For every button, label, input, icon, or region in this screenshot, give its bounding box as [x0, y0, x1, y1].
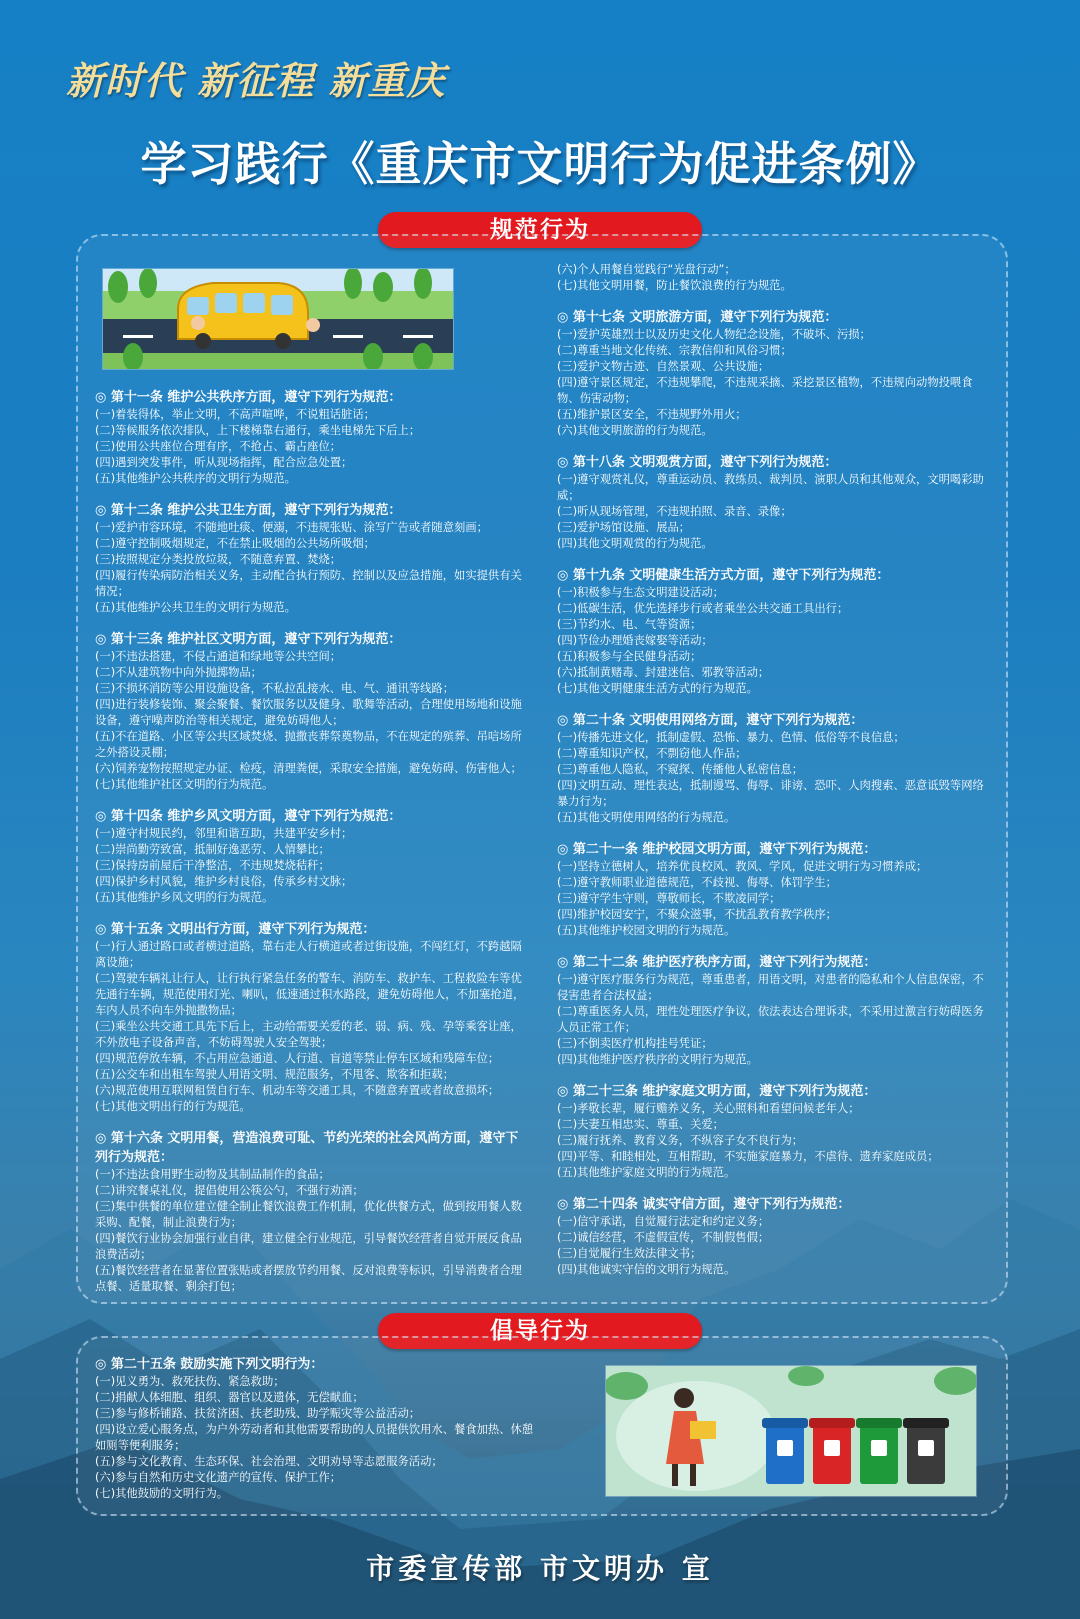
article-title: ◎ 第二十一条 维护校园文明方面，遵守下列行为规范： [557, 842, 877, 857]
article-title: ◎ 第二十条 文明使用网络方面，遵守下列行为规范： [557, 713, 864, 728]
article-16 [95, 1129, 530, 1295]
article-item: (七)其他文明出行的行为规范。 [95, 1100, 251, 1113]
article-25 [95, 1355, 535, 1502]
article-item: (一)见义勇为、救死扶伤、紧急救助； [95, 1375, 285, 1388]
school-bus-illustration [102, 268, 454, 370]
article-title: ◎ 第十一条 维护公共秩序方面，遵守下列行为规范： [95, 390, 402, 405]
article-13 [95, 630, 530, 793]
article-item: (四)其他文明观赏的行为规范。 [557, 537, 713, 550]
article-item: (六)饲养宠物按照规定办证、检疫，清理粪便，采取安全措施，避免妨碍、伤害他人； [95, 762, 522, 775]
article-15 [95, 920, 530, 1115]
article-12 [95, 501, 530, 616]
article-item: (二)低碳生活，优先选择步行或者乘坐公共交通工具出行； [557, 602, 849, 615]
article-item: (三)不损坏消防等公用设施设备，不私拉乱接水、电、气、通讯等线路； [95, 682, 455, 695]
article-11 [95, 388, 530, 487]
article-item: (三)参与修桥铺路、扶贫济困、扶老助残、助学赈灾等公益活动； [95, 1407, 421, 1420]
article-item: (三)自觉履行生效法律文书； [557, 1247, 702, 1260]
article-item: (六)抵制黄赌毒、封建迷信、邪教等活动； [557, 666, 770, 679]
article-19 [557, 566, 992, 697]
article-title: ◎ 第十五条 文明出行方面，遵守下列行为规范： [95, 922, 376, 937]
article-16-continued [557, 262, 992, 294]
article-item: (二)尊重知识产权，不剽窃他人作品； [557, 747, 747, 760]
article-item: (四)遇到突发事件，听从现场指挥，配合应急处置； [95, 456, 353, 469]
article-item: (四)维护校园安宁，不聚众滋事，不扰乱教育教学秩序； [557, 908, 837, 921]
article-title: ◎ 第二十三条 维护家庭文明方面，遵守下列行为规范： [557, 1084, 877, 1099]
article-item: (二)等候服务依次排队，上下楼梯靠右通行，乘坐电梯先下后上； [95, 424, 421, 437]
article-item: (四)规范停放车辆，不占用应急通道、人行道、盲道等禁止停车区域和残障车位； [95, 1052, 500, 1065]
article-item: (三)爱护文物古迹、自然景观、公共设施； [557, 360, 770, 373]
article-title: ◎ 第十四条 维护乡风文明方面，遵守下列行为规范： [95, 809, 402, 824]
school-bus-icon [103, 269, 453, 369]
section-label-norms: 规范行为 [378, 212, 702, 248]
article-title: ◎ 第二十二条 维护医疗秩序方面，遵守下列行为规范： [557, 955, 877, 970]
article-item: (二)尊重医务人员，理性处理医疗争议，依法表达合理诉求，不采用过激言行妨碍医务人员正常工作； [557, 1005, 984, 1034]
article-item: (四)其他诚实守信的文明行为规范。 [557, 1263, 736, 1276]
article-item: (五)其他维护校园文明的行为规范。 [557, 924, 736, 937]
article-22 [557, 953, 992, 1068]
article-17 [557, 308, 992, 439]
article-item: (一)遵守医疗服务行为规范，尊重患者，用语文明，对患者的隐私和个人信息保密，不侵害患者合法权益； [557, 973, 984, 1002]
article-item: (二)听从现场管理，不违规拍照、录音、录像； [557, 505, 792, 518]
article-20 [557, 711, 992, 826]
article-item: (四)餐饮行业协会加强行业自律，建立健全行业规范，引导餐饮经营者自觉开展反食品浪费活动； [95, 1232, 522, 1261]
article-item: (五)其他维护公共秩序的文明行为规范。 [95, 472, 296, 485]
article-24 [557, 1195, 992, 1278]
article-item: (三)保持房前屋后干净整洁，不违规焚烧秸秆； [95, 859, 330, 872]
article-item: (三)使用公共座位合理有序，不抢占、霸占座位； [95, 440, 342, 453]
article-18 [557, 453, 992, 552]
article-item: (三)集中供餐的单位建立健全制止餐饮浪费工作机制，优化供餐方式，做到按用餐人数采购、配餐，制止浪费行为； [95, 1200, 522, 1229]
article-item: (二)讲究餐桌礼仪，提倡使用公筷公勺，不强行劝酒； [95, 1184, 364, 1197]
article-title: ◎ 第十七条 文明旅游方面，遵守下列行为规范： [557, 310, 838, 325]
article-item: (五)维护景区安全，不违规野外用火； [557, 408, 747, 421]
article-item: (五)其他维护乡风文明的行为规范。 [95, 891, 274, 904]
article-item: (一)行人通过路口或者横过道路，靠右走人行横道或者过街设施，不闯红灯，不跨越隔离设施； [95, 940, 522, 969]
article-item: (四)文明互动、理性表达，抵制谩骂、侮辱、诽谤、恐吓、人肉搜索、恶意诋毁等网络暴力行为； [557, 779, 984, 808]
article-item: (四)平等、和睦相处，互相帮助，不实施家庭暴力，不虐待、遗弃家庭成员； [557, 1150, 939, 1163]
advocate-column [95, 1355, 535, 1516]
article-item: (五)其他文明使用网络的行为规范。 [557, 811, 736, 824]
article-item: (四)遵守景区规定，不违规攀爬，不违规采摘、采挖景区植物，不违规向动物投喂食物、伤害动物； [557, 376, 973, 405]
article-item: (四)节俭办理婚丧嫁娶等活动； [557, 634, 713, 647]
article-item: (六)个人用餐自觉践行“光盘行动”； [557, 263, 736, 276]
article-item: (三)不倒卖医疗机构挂号凭证； [557, 1037, 713, 1050]
article-item: (三)按照规定分类投放垃圾，不随意弃置、焚烧； [95, 553, 342, 566]
norms-right-column [557, 262, 992, 1292]
article-item: (一)坚持立德树人，培养优良校风、教风、学风，促进文明行为习惯养成； [557, 860, 928, 873]
article-item: (一)遵守村规民约，邻里和谐互助，共建平安乡村； [95, 827, 353, 840]
article-item: (三)履行抚养、教育义务，不纵容子女不良行为； [557, 1134, 804, 1147]
article-item: (一)爱护市容环境，不随地吐痰、便溺，不违规张贴、涂写广告或者随意刻画； [95, 521, 488, 534]
section-label-advocate: 倡导行为 [378, 1313, 702, 1349]
article-item: (二)夫妻互相忠实、尊重、关爱； [557, 1118, 724, 1131]
article-item: (四)进行装修装饰、聚会聚餐、餐饮服务以及健身、歌舞等活动，合理使用场地和设施设备，遵守噪声防治等相关规定，避免妨碍他人； [95, 698, 522, 727]
article-item: (五)其他维护公共卫生的文明行为规范。 [95, 601, 296, 614]
article-item: (一)传播先进文化，抵制虚假、恐怖、暴力、色情、低俗等不良信息； [557, 731, 905, 744]
article-item: (七)其他文明健康生活方式的行为规范。 [557, 682, 758, 695]
article-item: (一)不违法食用野生动物及其制品制作的食品； [95, 1168, 330, 1181]
footer-credit: 市委宣传部 市文明办 宣 [366, 1552, 714, 1585]
article-21 [557, 840, 992, 939]
article-item: (五)餐饮经营者在显著位置张贴或者摆放节约用餐、反对浪费等标识，引导消费者合理点餐、适量取餐、剩余打包； [95, 1264, 522, 1293]
page-title: 学习践行《重庆市文明行为促进条例》 [140, 137, 940, 191]
article-23 [557, 1082, 992, 1181]
article-item: (六)其他文明旅游的行为规范。 [557, 424, 713, 437]
article-item: (二)遵守控制吸烟规定，不在禁止吸烟的公共场所吸烟； [95, 537, 375, 550]
article-item: (五)其他维护家庭文明的行为规范。 [557, 1166, 736, 1179]
article-title: ◎ 第二十四条 诚实守信方面，遵守下列行为规范： [557, 1197, 851, 1212]
article-item: (一)信守承诺，自觉履行法定和约定义务； [557, 1215, 770, 1228]
article-item: (三)遵守学生守则，尊敬师长，不欺凌同学； [557, 892, 781, 905]
norms-left-column [95, 388, 530, 1309]
article-item: (二)诚信经营，不虚假宣传，不制假售假； [557, 1231, 770, 1244]
article-item: (一)积极参与生态文明建设活动； [557, 586, 724, 599]
article-title: ◎ 第十八条 文明观赏方面，遵守下列行为规范： [557, 455, 838, 470]
article-14 [95, 807, 530, 906]
article-item: (七)其他鼓励的文明行为。 [95, 1487, 229, 1500]
article-item: (五)积极参与全民健身活动； [557, 650, 702, 663]
recycling-bins-illustration [605, 1365, 977, 1497]
article-item: (四)其他维护医疗秩序的文明行为规范。 [557, 1053, 758, 1066]
article-item: (二)不从建筑物中向外抛掷物品； [95, 666, 262, 679]
recycling-icon [606, 1366, 976, 1496]
article-item: (三)乘坐公共交通工具先下后上，主动给需要关爱的老、弱、病、残、孕等乘客让座，不外放电子设备声音，不妨碍驾驶人安全驾驶； [95, 1020, 522, 1049]
article-item: (三)尊重他人隐私，不窥探、传播他人私密信息； [557, 763, 804, 776]
article-item: (五)参与文化教育、生态环保、社会治理、文明劝导等志愿服务活动； [95, 1455, 443, 1468]
article-title: ◎ 第二十五条 鼓励实施下列文明行为： [95, 1357, 324, 1372]
article-item: (一)孝敬长辈，履行赡养义务，关心照料和看望问候老年人； [557, 1102, 860, 1115]
article-item: (二)捐献人体细胞、组织、器官以及遗体，无偿献血； [95, 1391, 364, 1404]
article-item: (四)保护乡村风貌，维护乡村良俗，传承乡村文脉； [95, 875, 353, 888]
article-item: (四)履行传染病防治相关义务，主动配合执行预防、控制以及应急措施，如实提供有关情况； [95, 569, 522, 598]
article-title: ◎ 第十二条 维护公共卫生方面，遵守下列行为规范： [95, 503, 402, 518]
article-item: (四)设立爱心服务点，为户外劳动者和其他需要帮助的人员提供饮用水、餐食加热、休憩如厕等便利服务； [95, 1423, 534, 1452]
article-item: (三)爱护场馆设施、展品； [557, 521, 691, 534]
article-item: (二)驾驶车辆礼让行人，让行执行紧急任务的警车、消防车、救护车、工程救险车等优先通行车辆，规范使用灯光、喇叭，低速通过积水路段，避免妨碍他人，不加塞抢道，车内人员不向车外抛撒物品； [95, 972, 525, 1017]
article-item: (五)公交车和出租车驾驶人用语文明、规范服务，不甩客、欺客和拒载； [95, 1068, 455, 1081]
article-item: (一)爱护英雄烈士以及历史文化人物纪念设施，不破坏、污损； [557, 328, 871, 341]
article-item: (二)尊重当地文化传统、宗教信仰和风俗习惯； [557, 344, 792, 357]
article-item: (三)节约水、电、气等资源； [557, 618, 702, 631]
article-item: (一)遵守观赏礼仪，尊重运动员、教练员、裁判员、演职人员和其他观众，文明喝彩助威； [557, 473, 984, 502]
article-title: ◎ 第十六条 文明用餐，营造浪费可耻、节约光荣的社会风尚方面，遵守下列行为规范： [95, 1131, 519, 1165]
article-item: (七)其他文明用餐，防止餐饮浪费的行为规范。 [557, 279, 792, 292]
article-item: (六)参与自然和历史文化遗产的宣传、保护工作； [95, 1471, 342, 1484]
article-title: ◎ 第十三条 维护社区文明方面，遵守下列行为规范： [95, 632, 402, 647]
article-item: (一)着装得体，举止文明，不高声喧哗，不说粗话脏话； [95, 408, 375, 421]
slogan: 新时代 新征程 新重庆 [66, 58, 446, 103]
article-item: (七)其他维护社区文明的行为规范。 [95, 778, 274, 791]
article-title: ◎ 第十九条 文明健康生活方式方面，遵守下列行为规范： [557, 568, 890, 583]
article-item: (六)规范使用互联网租赁自行车、机动车等交通工具，不随意弃置或者故意损坏； [95, 1084, 500, 1097]
article-item: (二)遵守教师职业道德规范，不歧视、侮辱、体罚学生； [557, 876, 837, 889]
article-item: (二)崇尚勤劳致富，抵制好逸恶劳、人情攀比； [95, 843, 330, 856]
article-item: (五)不在道路、小区等公共区域焚烧、抛撒丧葬祭奠物品，不在规定的殡葬、吊唁场所之外搭设灵棚； [95, 730, 522, 759]
article-item: (一)不违法搭建，不侵占通道和绿地等公共空间； [95, 650, 342, 663]
